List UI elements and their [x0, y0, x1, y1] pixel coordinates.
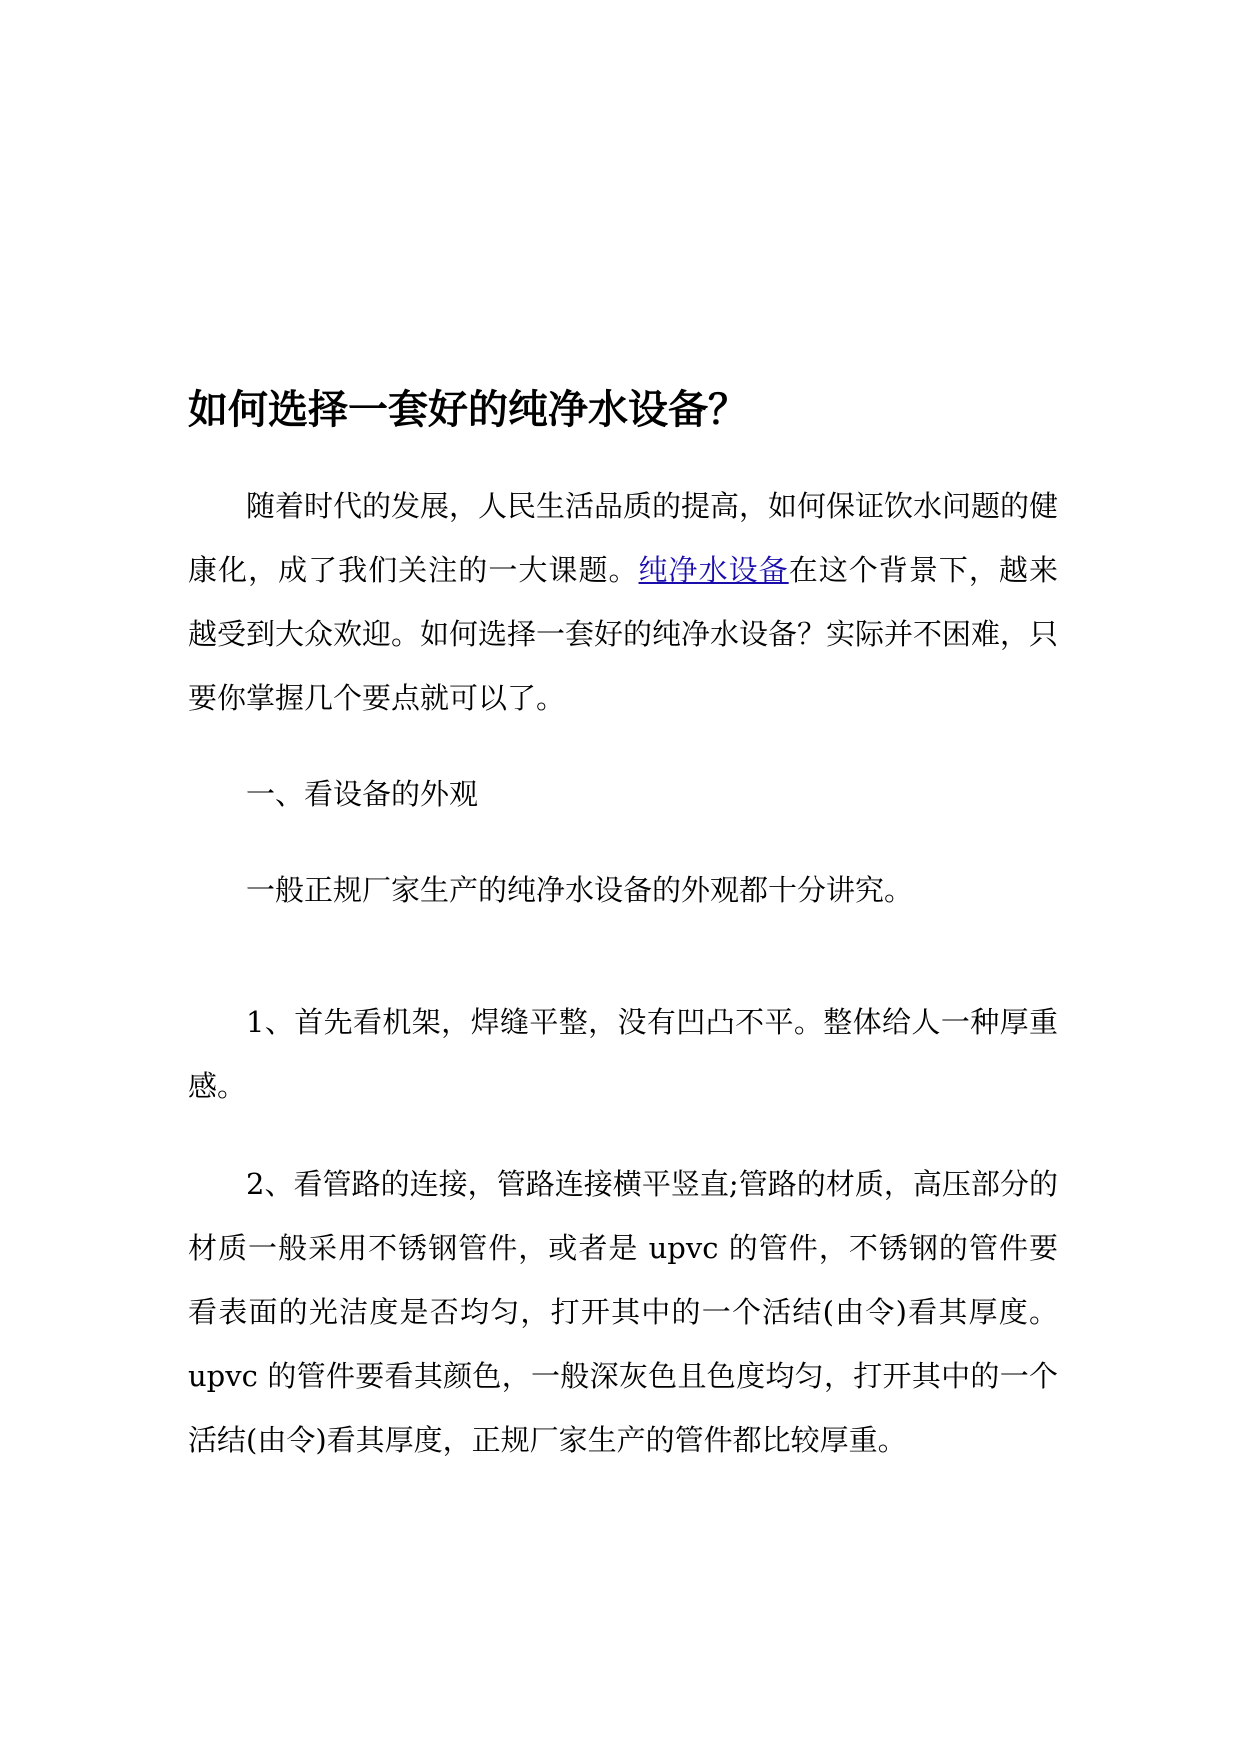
- list-item-piping: 2、看管路的连接，管路连接横平竖直;管路的材质，高压部分的材质一般采用不锈钢管件，或者是 upvc 的管件，不锈钢的管件要看表面的光洁度是否均匀，打开其中的一个活结(由令)看其厚度。upvc 的管件要看其颜色，一般深灰色且色度均匀，打开其中的一个活结(由令)看其厚度，正规厂家生产的管件都比较厚重。: [188, 1167, 1058, 1457]
- list-item-frame: 1、首先看机架，焊缝平整，没有凹凸不平。整体给人一种厚重感。: [188, 1005, 1058, 1103]
- intro-text-before-link: 随着时代的发展，人民生活品质的提高，如何保证饮水问题的健康化，成了我们关注的一大课题。: [188, 489, 1059, 587]
- section-description: 一般正规厂家生产的纯净水设备的外观都十分讲究。: [246, 873, 914, 907]
- document-body: [188, 380, 1058, 1472]
- intro-paragraph: [188, 474, 1058, 730]
- document-title: 如何选择一套好的纯净水设备？: [188, 386, 748, 433]
- pure-water-equipment-link[interactable]: 纯净水设备: [638, 553, 789, 587]
- section-heading: 一、看设备的外观: [246, 777, 479, 811]
- intro-text-after-link: 在这个背景下，越来越受到大众欢迎。如何选择一套好的纯净水设备？实际并不困难，只要你掌握几个要点就可以了。: [188, 553, 1059, 715]
